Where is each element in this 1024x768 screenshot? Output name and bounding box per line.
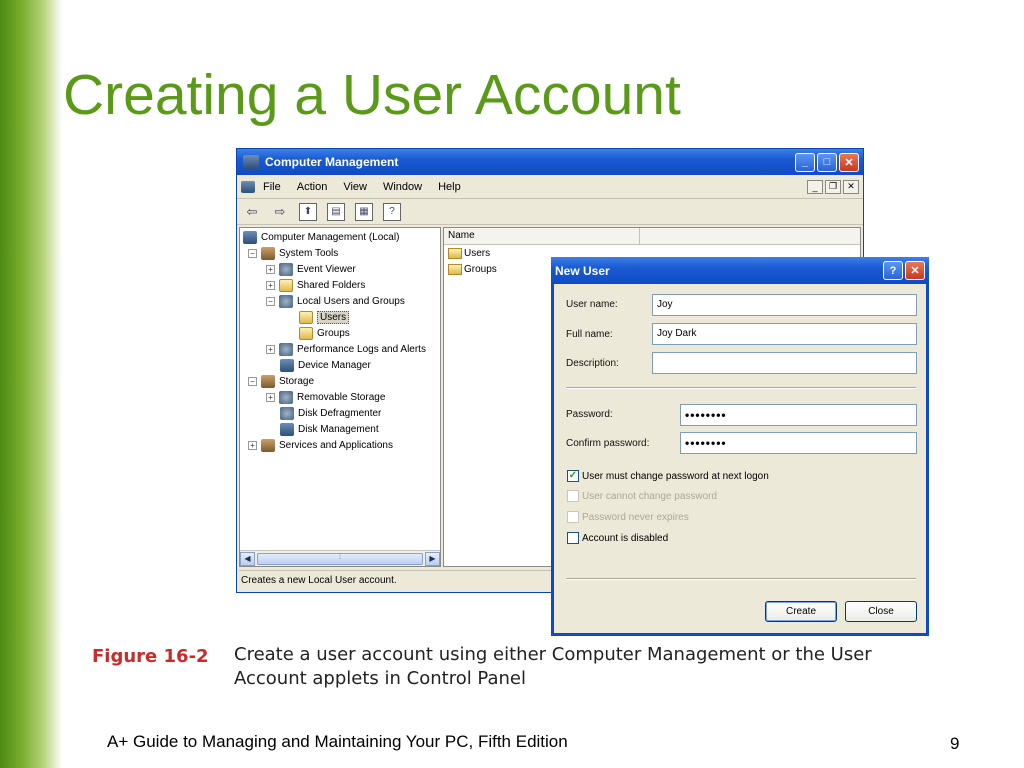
folder-icon <box>448 248 462 259</box>
tree-item-shared-folders[interactable]: + Shared Folders <box>266 278 365 293</box>
cm-toolbar <box>237 199 863 225</box>
tools-icon <box>261 247 275 260</box>
menu-file[interactable]: File <box>263 180 281 193</box>
expand-icon[interactable]: + <box>266 281 275 290</box>
tree-item-local-users-groups[interactable]: − Local Users and Groups <box>266 294 405 309</box>
folder-icon <box>299 311 313 324</box>
tree-horizontal-scrollbar[interactable] <box>240 550 440 566</box>
dialog-close-text-button[interactable]: Close <box>845 601 917 622</box>
account-disabled-checkbox[interactable]: Account is disabled <box>567 532 668 544</box>
cannot-change-checkbox: User cannot change password <box>567 490 717 502</box>
figure-caption: Create a user account using either Computer Management or the User Account applets in Control Panel <box>234 644 872 689</box>
computer-icon <box>243 155 259 169</box>
tree-item-storage[interactable]: − Storage <box>248 374 314 389</box>
tree-item-removable-storage[interactable]: + Removable Storage <box>266 390 385 405</box>
minimize-button[interactable]: _ <box>795 153 815 172</box>
mdi-minimize-button[interactable]: _ <box>807 180 823 194</box>
tree-item-root[interactable]: Computer Management (Local) <box>243 230 399 245</box>
password-input[interactable]: •••••••• <box>680 404 917 426</box>
folder-icon <box>299 327 313 340</box>
slide-side-bar <box>0 0 62 768</box>
expand-icon[interactable]: + <box>266 345 275 354</box>
console-tree[interactable] <box>239 227 441 567</box>
up-folder-icon[interactable]: ⬆ <box>299 203 317 221</box>
slide-footer: A+ Guide to Managing and Maintaining Your PC, Fifth Edition <box>107 732 568 751</box>
tree-item-system-tools[interactable]: − System Tools <box>248 246 338 261</box>
list-item-users[interactable]: Users <box>444 245 860 261</box>
menu-view[interactable]: View <box>343 180 367 193</box>
close-button[interactable]: ✕ <box>839 153 859 172</box>
collapse-icon[interactable]: − <box>248 377 257 386</box>
device-manager-icon <box>280 359 294 372</box>
description-label: Description: <box>566 358 619 369</box>
new-user-dialog <box>551 257 929 636</box>
mdi-close-button[interactable]: ✕ <box>843 180 859 194</box>
export-list-icon[interactable]: ▦ <box>355 203 373 221</box>
tree-item-disk-defragmenter[interactable]: Disk Defragmenter <box>280 406 381 421</box>
tree-item-disk-management[interactable]: Disk Management <box>280 422 379 437</box>
help-icon[interactable]: ? <box>383 203 401 221</box>
shared-folder-icon <box>279 279 293 292</box>
computer-icon <box>243 231 257 244</box>
expand-icon[interactable]: + <box>248 441 257 450</box>
collapse-icon[interactable]: − <box>248 249 257 258</box>
cm-menubar <box>237 175 863 199</box>
create-button[interactable]: Create <box>765 601 837 622</box>
event-viewer-icon <box>279 263 293 276</box>
full-name-input[interactable]: Joy Dark <box>652 323 917 345</box>
column-name-header[interactable]: Name <box>444 228 640 244</box>
confirm-password-input[interactable]: •••••••• <box>680 432 917 454</box>
menu-window[interactable]: Window <box>382 180 423 193</box>
user-name-input[interactable]: Joy <box>652 294 917 316</box>
folder-icon <box>448 264 462 275</box>
defrag-icon <box>280 407 294 420</box>
expand-icon[interactable]: + <box>266 265 275 274</box>
back-arrow-icon[interactable]: ⇦ <box>246 203 258 219</box>
help-button[interactable]: ? <box>883 261 903 280</box>
menu-help[interactable]: Help <box>438 180 461 193</box>
tree-item-services-apps[interactable]: + Services and Applications <box>248 438 393 453</box>
password-label: Password: <box>566 409 613 420</box>
scroll-right-icon[interactable]: ▶ <box>425 552 440 566</box>
tree-item-users[interactable]: Users <box>299 310 349 325</box>
scroll-left-icon[interactable]: ◀ <box>240 552 255 566</box>
list-item-groups[interactable]: Groups <box>444 261 860 277</box>
menu-action[interactable]: Action <box>296 180 328 193</box>
list-header <box>444 228 860 245</box>
users-groups-icon <box>279 295 293 308</box>
must-change-checkbox[interactable]: ✓ User must change password at next logon <box>568 470 769 482</box>
collapse-icon[interactable]: − <box>266 297 275 306</box>
computer-icon <box>241 181 255 193</box>
maximize-button[interactable]: □ <box>817 153 837 172</box>
slide-title: Creating a User Account <box>63 63 681 127</box>
full-name-label: Full name: <box>566 329 613 340</box>
show-tree-icon[interactable]: ▤ <box>327 203 345 221</box>
new-user-title: New User <box>555 263 610 278</box>
tree-item-device-manager[interactable]: Device Manager <box>280 358 371 373</box>
page-number: 9 <box>950 734 960 753</box>
forward-arrow-icon[interactable]: ⇨ <box>274 203 286 219</box>
user-name-label: User name: <box>566 299 618 310</box>
tree-item-event-viewer[interactable]: + Event Viewer <box>266 262 356 277</box>
storage-icon <box>261 375 275 388</box>
cm-title: Computer Management <box>265 155 399 169</box>
status-bar: Creates a new Local User account. <box>239 570 861 590</box>
figure-label: Figure 16-2 <box>92 646 209 667</box>
services-icon <box>261 439 275 452</box>
mdi-restore-button[interactable]: ❐ <box>825 180 841 194</box>
never-expires-checkbox: Password never expires <box>567 511 689 523</box>
description-input[interactable] <box>652 352 917 374</box>
separator <box>566 387 916 389</box>
confirm-password-label: Confirm password: <box>566 438 650 449</box>
checkmark-icon: ✓ <box>568 470 578 481</box>
tree-item-groups[interactable]: Groups <box>299 326 350 341</box>
disk-icon <box>280 423 294 436</box>
separator <box>566 578 916 580</box>
tree-item-performance-logs[interactable]: + Performance Logs and Alerts <box>266 342 426 357</box>
new-user-title-bar[interactable] <box>551 257 929 284</box>
expand-icon[interactable]: + <box>266 393 275 402</box>
scroll-thumb[interactable]: ⁞ <box>257 553 423 565</box>
removable-storage-icon <box>279 391 293 404</box>
dialog-close-button[interactable]: ✕ <box>905 261 925 280</box>
performance-icon <box>279 343 293 356</box>
cm-title-bar[interactable] <box>237 149 863 175</box>
